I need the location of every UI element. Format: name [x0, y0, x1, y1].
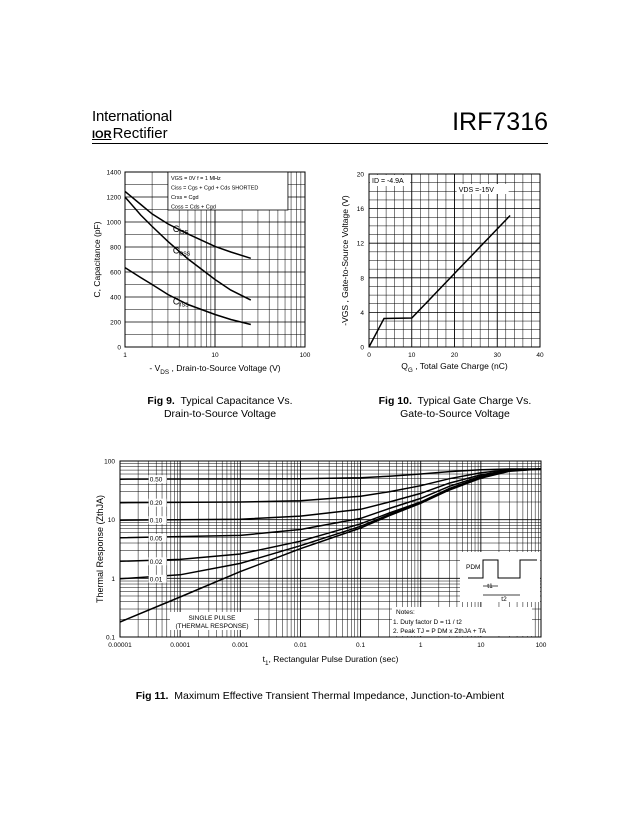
fig9-y-tick-label: 200 — [110, 319, 121, 327]
fig10-x-tick-label: 0 — [367, 352, 371, 359]
fig9-legend-line: Crss = Cgd — [170, 195, 199, 201]
fig11-x-tick-label: 10 — [477, 642, 485, 649]
fig9-x-axis-label: - $V_{DS}$ , Drain-to-Source Voltage (V) — [149, 363, 281, 376]
fig11-pulse-t1-label: t1 — [487, 583, 493, 590]
fig11-series-label: 0.02 — [149, 558, 163, 566]
fig11-caption-label: Fig 11. — [135, 690, 169, 702]
fig9-y-tick-label: 1400 — [106, 169, 121, 177]
fig9-series-label: $C_{oss}$ — [172, 245, 191, 258]
fig11-x-tick-label: 1 — [418, 642, 423, 649]
fig9-caption-label: Fig 9. — [147, 395, 175, 407]
fig11-series-line-0-02 — [120, 469, 541, 561]
fig9-series-label: $C_{rss}$ — [172, 296, 189, 309]
fig10-caption — [355, 395, 555, 421]
fig9-y-tick-label: 400 — [110, 294, 121, 302]
fig11-pulse-t2-label: t2 — [501, 596, 507, 603]
fig11-single-pulse-sublabel: (THERMAL RESPONSE) — [175, 623, 249, 630]
fig11-series-label: 0.05 — [149, 535, 163, 543]
fig9-legend-line: VGS = 0V f = 1 MHz — [170, 176, 221, 182]
fig11-y-axis-label: Thermal Response (ZthJA) — [95, 494, 105, 604]
fig9-legend-line: Coss = Cds + Cgd — [170, 204, 216, 211]
fig11-series-label: 0.10 — [149, 517, 163, 525]
fig10-caption-text-2: Gate-to-Source Voltage — [400, 408, 510, 420]
fig10-x-tick-label: 20 — [450, 352, 459, 359]
fig10-x-tick-label: 40 — [536, 352, 544, 359]
fig11-x-tick-label: 100 — [535, 642, 547, 649]
fig10-caption-label: Fig 10. — [378, 395, 412, 407]
company-logo-line1: International — [92, 108, 172, 125]
fig11-y-tick-label: 1 — [111, 575, 115, 583]
fig11-note-2: 2. Peak TJ = P DM x ZthJA + TA — [393, 628, 487, 635]
fig11-notes-title: Notes: — [396, 609, 415, 616]
fig10-id-annotation: ID = -4.9A — [372, 178, 404, 185]
fig9-y-tick-label: 1000 — [106, 219, 121, 227]
fig10-y-tick-label: 8 — [360, 275, 364, 283]
fig10-y-tick-label: 4 — [360, 309, 364, 317]
fig11-series-label: 0.50 — [149, 476, 163, 484]
fig11-x-axis-label: $t_1$, Rectangular Pulse Duration (sec) — [262, 654, 399, 667]
fig10-x-tick-label: 10 — [408, 352, 416, 359]
fig11-x-tick-label: 0.001 — [232, 642, 249, 649]
part-number: IRF7316 — [452, 108, 548, 136]
fig9-caption — [120, 395, 320, 421]
fig10-x-axis-label: $Q_G$ , Total Gate Charge (nC) — [401, 361, 508, 374]
fig11-y-tick-label: 10 — [107, 517, 115, 525]
fig11-single-pulse-label: SINGLE PULSE — [188, 615, 236, 622]
fig9-y-tick-label: 800 — [110, 244, 121, 252]
fig10-x-tick-label: 30 — [493, 352, 501, 359]
fig9-x-tick-label: 10 — [211, 352, 219, 359]
fig11-x-tick-label: 0.01 — [294, 642, 307, 649]
fig9-legend-line: Ciss = Cgs + Cgd + Cds SHORTED — [170, 185, 259, 192]
fig11-caption-text: Maximum Effective Transient Thermal Impedance, Junction-to-Ambient — [174, 690, 505, 702]
fig11-x-tick-label: 0.0001 — [170, 642, 191, 649]
company-logo-rectifier: Rectifier — [112, 125, 168, 142]
fig10-caption-text-1: Typical Gate Charge Vs. — [417, 395, 532, 407]
fig10-y-tick-label: 0 — [360, 344, 364, 352]
fig9-caption-text-2: Drain-to-Source Voltage — [163, 408, 277, 420]
fig11-x-tick-label: 0.1 — [356, 642, 366, 649]
fig9-y-tick-label: 0 — [117, 344, 121, 352]
ior-logo-mark: IOR — [92, 129, 112, 141]
fig11-pulse-pdm-label: PDM — [466, 564, 481, 571]
fig9-y-tick-label: 600 — [110, 269, 121, 277]
fig11-series-label: 0.01 — [149, 576, 163, 584]
fig11-y-tick-label: 0.1 — [105, 634, 115, 642]
fig11-x-tick-label: 0.00001 — [108, 642, 132, 649]
fig10-series-label: VDS =-15V — [458, 187, 494, 194]
fig9-caption-text-1: Typical Capacitance Vs. — [180, 395, 293, 407]
fig11-y-tick-label: 100 — [104, 458, 115, 466]
fig11-caption — [100, 690, 540, 703]
fig9-x-tick-label: 1 — [123, 352, 127, 359]
fig11-series-label: 0.20 — [149, 500, 163, 508]
fig9-y-axis-label: C, Capacitance (pF) — [92, 221, 102, 298]
fig10-y-tick-label: 20 — [356, 171, 364, 179]
fig10-y-axis-label: -VGS , Gate-to-Source Voltage (V) — [340, 195, 350, 326]
fig9-x-tick-label: 100 — [299, 352, 311, 359]
fig10-y-tick-label: 12 — [356, 240, 364, 248]
fig9-y-tick-label: 1200 — [106, 194, 121, 202]
fig10-y-tick-label: 16 — [356, 206, 364, 214]
fig11-note-1: 1. Duty factor D = t1 / t2 — [393, 619, 462, 626]
fig9-series-label: $C_{iss}$ — [172, 224, 188, 236]
